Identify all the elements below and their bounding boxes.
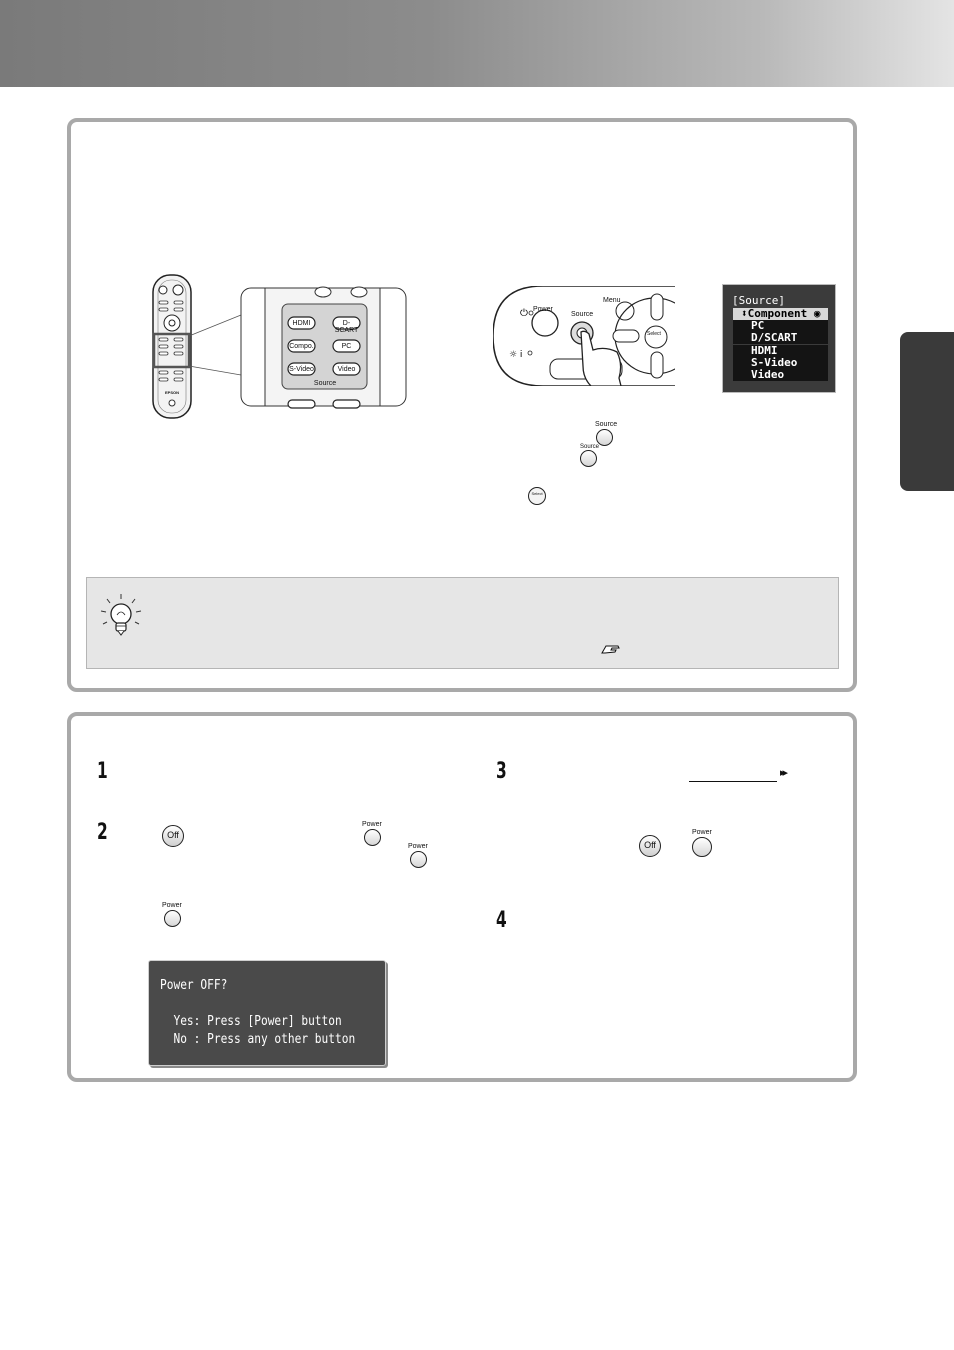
remote-button-svideo-label: S-Video [289,366,314,373]
svg-text:⏻: ⏻ [520,308,528,319]
source-menu-title: [Source] [732,294,785,307]
chapter-side-tab [900,332,954,491]
source-menu-item: D/SCART [733,332,828,344]
source-menu-osd [722,284,836,393]
link-arrow-icon: ▸▸ [780,767,786,779]
remote-button-video-label: Video [337,366,356,373]
source-button-label: Source [595,421,618,428]
enter-icon: ◉ [807,307,821,320]
step-number-4: 4 [496,908,507,933]
power-button-label: Power [162,902,182,909]
remote-button-hdmi-label: HDMI [292,320,311,327]
step-number-3: 3 [496,759,507,784]
source-menu-item: Video [733,369,828,381]
source-menu-item-selected [733,308,828,320]
lightbulb-icon [98,593,144,639]
remote-button-pc-label: PC [341,343,352,350]
panel-menu-label: Menu [603,297,621,304]
panel-source-label: Source [571,311,594,318]
source-menu-item: S-Video [733,357,828,369]
cross-reference-link[interactable] [689,781,777,782]
panel-select-label: Select [647,331,661,337]
off-button-icon: Off [639,835,661,857]
source-button-label: Source [580,444,600,450]
remote-control-drawing [145,270,410,422]
step-number-1: 1 [97,759,108,784]
remote-control-illustration [145,270,410,422]
off-button-icon: Off [162,825,184,847]
power-button-icon [164,910,181,927]
source-menu-item-label: Component [747,307,808,320]
dialog-yes-line: Yes: Press [Power] button [160,1014,342,1029]
remote-button-compo-label: Compo. [289,343,314,350]
power-button-icon [364,829,381,846]
step-number-2: 2 [97,820,108,845]
source-button-icon [580,450,597,467]
power-button-label: Power [692,829,712,836]
svg-text:☼ i: ☼ i [509,350,523,360]
panel-power-label: Power [533,306,553,313]
remote-source-group-label: Source [313,380,337,387]
power-off-dialog [148,960,386,1066]
tip-box [86,577,839,669]
dialog-title: Power OFF? [160,978,228,993]
source-menu-item: PC [733,320,828,332]
power-button-icon [692,837,712,857]
remote-brand-logo: EPSON [164,390,179,395]
source-menu-item: HDMI [733,345,828,357]
dialog-no-line: No : Press any other button [160,1032,356,1047]
up-down-arrow-icon: ⬍ [741,307,748,320]
power-button-label: Power [408,843,428,850]
select-button-icon: Select [528,487,546,505]
remote-button-dscart-label: D-SCART [334,320,359,334]
reference-hand-icon[interactable] [601,641,621,651]
header-band [0,0,954,87]
power-button-label: Power [362,821,382,828]
power-button-icon [410,851,427,868]
